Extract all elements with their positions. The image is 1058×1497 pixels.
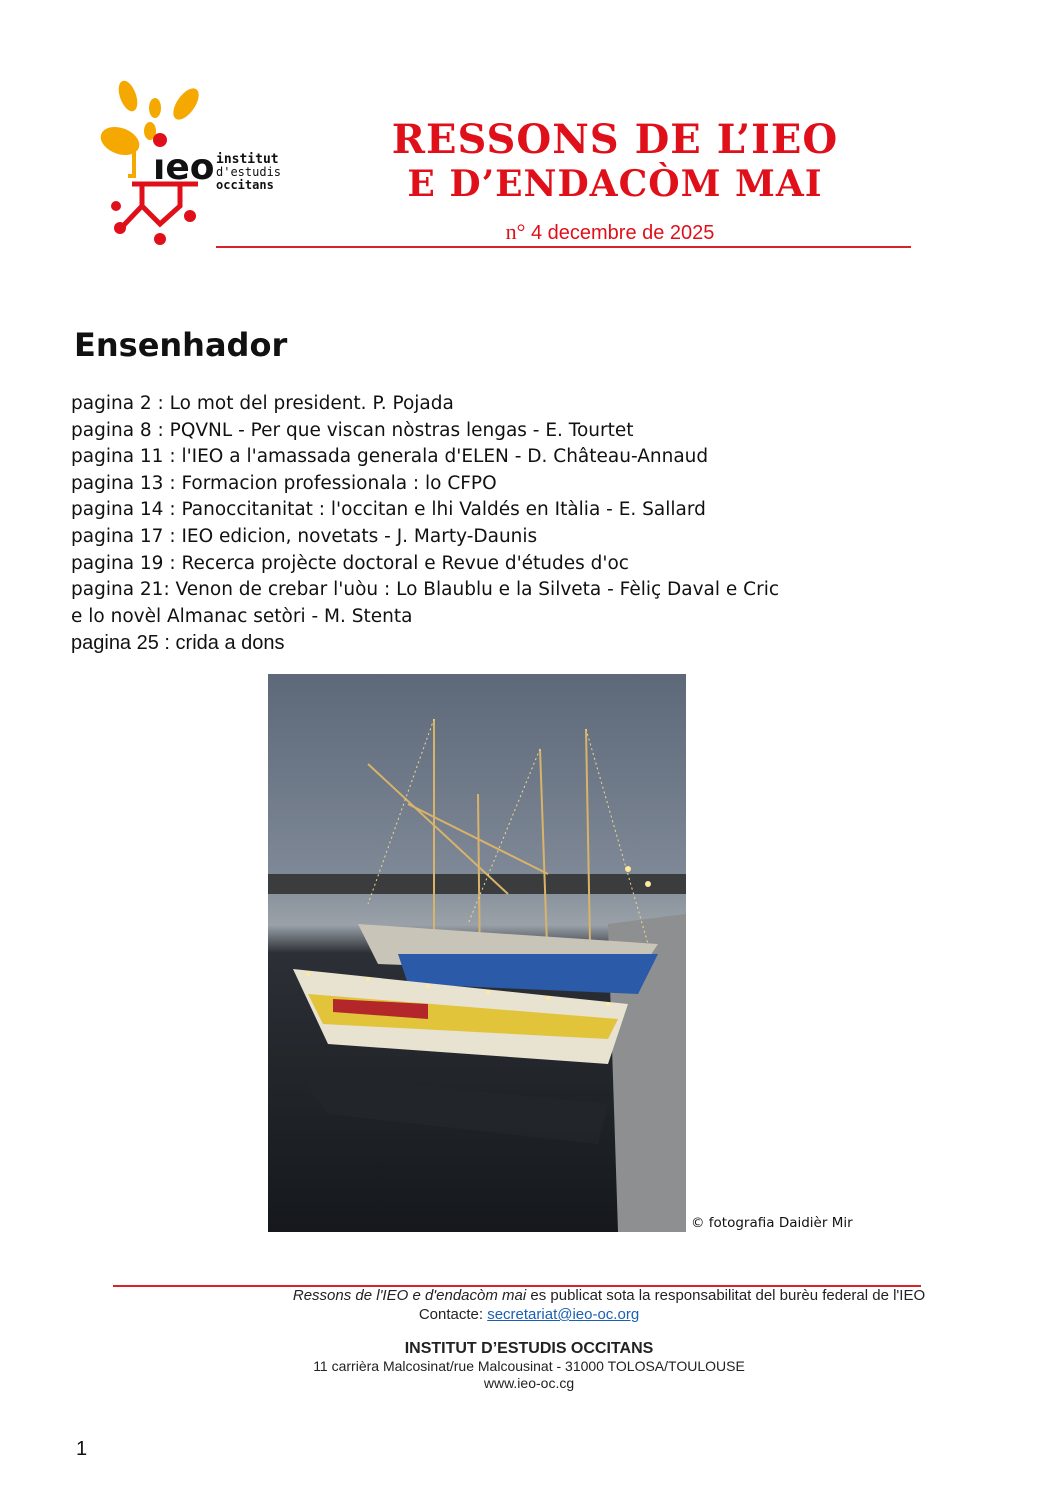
toc-item: pagina 11 : l'IEO a l'amassada generala d'ELEN - D. Château-Annaud xyxy=(71,446,709,468)
newsletter-title-line1: RESSONS DE L’IEO xyxy=(391,116,839,163)
toc-item: e lo novèl Almanac setòri - M. Stenta xyxy=(71,605,413,627)
toc-item: pagina 19 : Recerca projècte doctoral e Revue d'études d'oc xyxy=(71,552,629,574)
svg-text:institut: institut xyxy=(216,152,279,167)
toc-item: pagina 21: Venon de crebar l'uòu : Lo Blaublu e la Silveta - Fèliç Daval e Cric xyxy=(71,579,780,601)
publication-note: es publicat sota la responsabilitat del burèu federal de l'IEO xyxy=(526,1287,926,1304)
toc-item: pagina 13 : Formacion professionala : lo CFPO xyxy=(71,472,497,494)
footer-org-name: INSTITUT D’ESTUDIS OCCITANS xyxy=(404,1340,654,1357)
toc-item: pagina 8 : PQVNL - Per que viscan nòstras lengas - E. Tourtet xyxy=(71,419,634,441)
toc-heading: Ensenhador xyxy=(74,326,288,364)
table-of-contents xyxy=(71,391,779,657)
footer-contact xyxy=(0,1306,1058,1323)
header-divider xyxy=(216,246,911,248)
footer-publication-note xyxy=(80,1287,1058,1304)
contact-label: Contacte: xyxy=(418,1306,488,1323)
svg-text:occitans: occitans xyxy=(216,178,274,192)
page-number: 1 xyxy=(76,1438,88,1460)
toc-item: pagina 2 : Lo mot del president. P. Pojada xyxy=(71,393,454,414)
svg-text:d'estudis: d'estudis xyxy=(216,165,282,179)
photo-credit: © fotografia Daidièr Mir xyxy=(691,1215,853,1231)
harbor-boats-photo xyxy=(268,674,686,1232)
toc-item: pagina 14 : Panoccitanitat : l'occitan e lhi Valdés en Itàlia - E. Sallard xyxy=(71,499,706,521)
publication-name: Ressons de l'IEO e d'endacòm mai xyxy=(292,1287,527,1304)
svg-text:ıeo: ıeo xyxy=(153,147,215,188)
newsletter-title-line2: E D’ENDACÒM MAI xyxy=(407,163,823,205)
contact-email-link[interactable]: secretariat@ieo-oc.org xyxy=(487,1306,640,1323)
footer-website: www.ieo-oc.cg xyxy=(483,1375,575,1391)
footer-address: 11 carrièra Malcosinat/rue Malcousinat - 31000 TOLOSA/TOULOUSE xyxy=(313,1358,745,1374)
issue-info xyxy=(330,219,890,245)
toc-item: pagina 25 : crida a dons xyxy=(71,632,285,655)
issue-prefix: n° xyxy=(505,219,526,244)
toc-item: pagina 17 : IEO edicion, novetats - J. Marty-Daunis xyxy=(71,525,538,547)
issue-date: 4 decembre de 2025 xyxy=(530,222,715,244)
ieo-logo xyxy=(98,76,283,251)
